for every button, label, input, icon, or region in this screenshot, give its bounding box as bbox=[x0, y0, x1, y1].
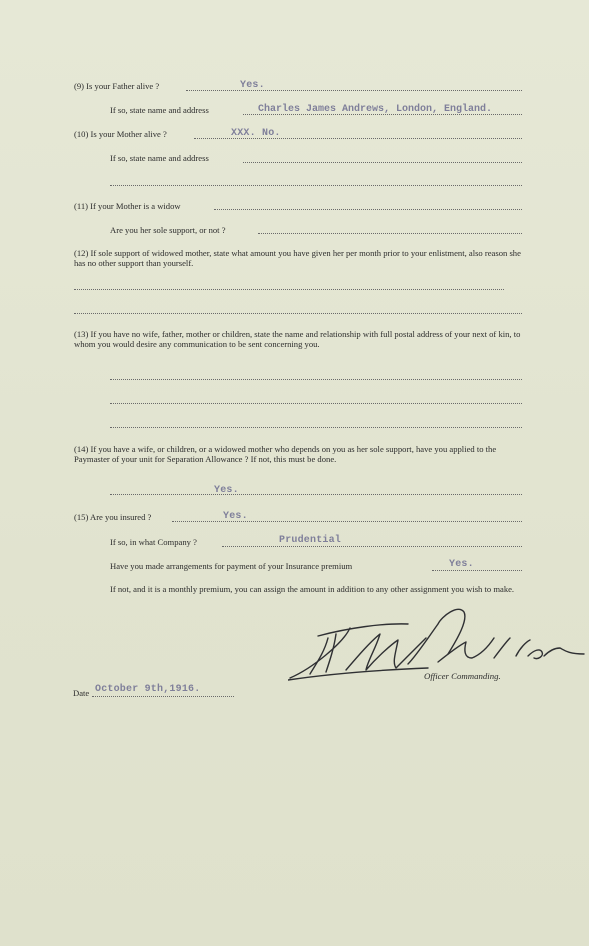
q15-arrangements-answer: Yes. bbox=[449, 559, 474, 570]
q11-label: (11) If your Mother is a widow bbox=[74, 201, 181, 211]
q12-label: (12) If sole support of widowed mother, state what amount you have given her per month prior to your enlistment, also reason she has no other support than yourself. bbox=[74, 248, 521, 268]
q15-label: (15) Are you insured ? bbox=[74, 512, 152, 522]
q13-label: (13) If you have no wife, father, mother or children, state the name and relationship with full postal address of your next of kin, to whom you would desire any communication to be sent concerning you. bbox=[74, 329, 521, 349]
date-value: October 9th,1916. bbox=[95, 684, 201, 695]
q15-answer: Yes. bbox=[223, 511, 248, 522]
q15-note: If not, and it is a monthly premium, you can assign the amount in addition to any other assignment you wish to make. bbox=[110, 584, 515, 594]
q13-line-2 bbox=[110, 403, 522, 404]
q11-sub-line bbox=[258, 233, 522, 234]
q10-sub-line bbox=[243, 162, 522, 163]
q11-sub-label: Are you her sole support, or not ? bbox=[110, 225, 226, 235]
q15-company-line bbox=[222, 546, 522, 547]
q11-line bbox=[214, 209, 522, 210]
q15-company-answer: Prudential bbox=[279, 535, 342, 546]
officer-commanding-label: Officer Commanding. bbox=[424, 671, 501, 681]
q9-sub-answer: Charles James Andrews, London, England. bbox=[258, 104, 493, 115]
q9-answer: Yes. bbox=[240, 80, 265, 91]
q14-answer: Yes. bbox=[214, 485, 239, 496]
q14-label: (14) If you have a wife, or children, or a widowed mother who depends on you as her sole support, have you applied to the Paymaster of your unit for Separation Allowance ? If not, this must be done. bbox=[74, 444, 497, 464]
q13-line-1 bbox=[110, 379, 522, 380]
q9-answer-line bbox=[186, 90, 522, 91]
q12-line-2 bbox=[74, 313, 522, 314]
q10-extra-line bbox=[110, 185, 522, 186]
q14-answer-line bbox=[110, 494, 522, 495]
q10-answer: XXX. No. bbox=[231, 128, 281, 139]
q9-sub-label: If so, state name and address bbox=[110, 105, 209, 115]
faded-mark bbox=[85, 26, 89, 44]
q13-line-3 bbox=[110, 427, 522, 428]
q10-label: (10) Is your Mother alive ? bbox=[74, 129, 167, 139]
q12-line-1 bbox=[74, 289, 504, 290]
q15-company-label: If so, in what Company ? bbox=[110, 537, 197, 547]
date-line bbox=[92, 696, 234, 697]
q15-arrangements-label: Have you made arrangements for payment of your Insurance premium bbox=[110, 561, 353, 571]
date-label: Date bbox=[73, 688, 90, 698]
q10-sub-label: If so, state name and address bbox=[110, 153, 209, 163]
q9-label: (9) Is your Father alive ? bbox=[74, 81, 160, 91]
q15-arrangements-line bbox=[432, 570, 522, 571]
